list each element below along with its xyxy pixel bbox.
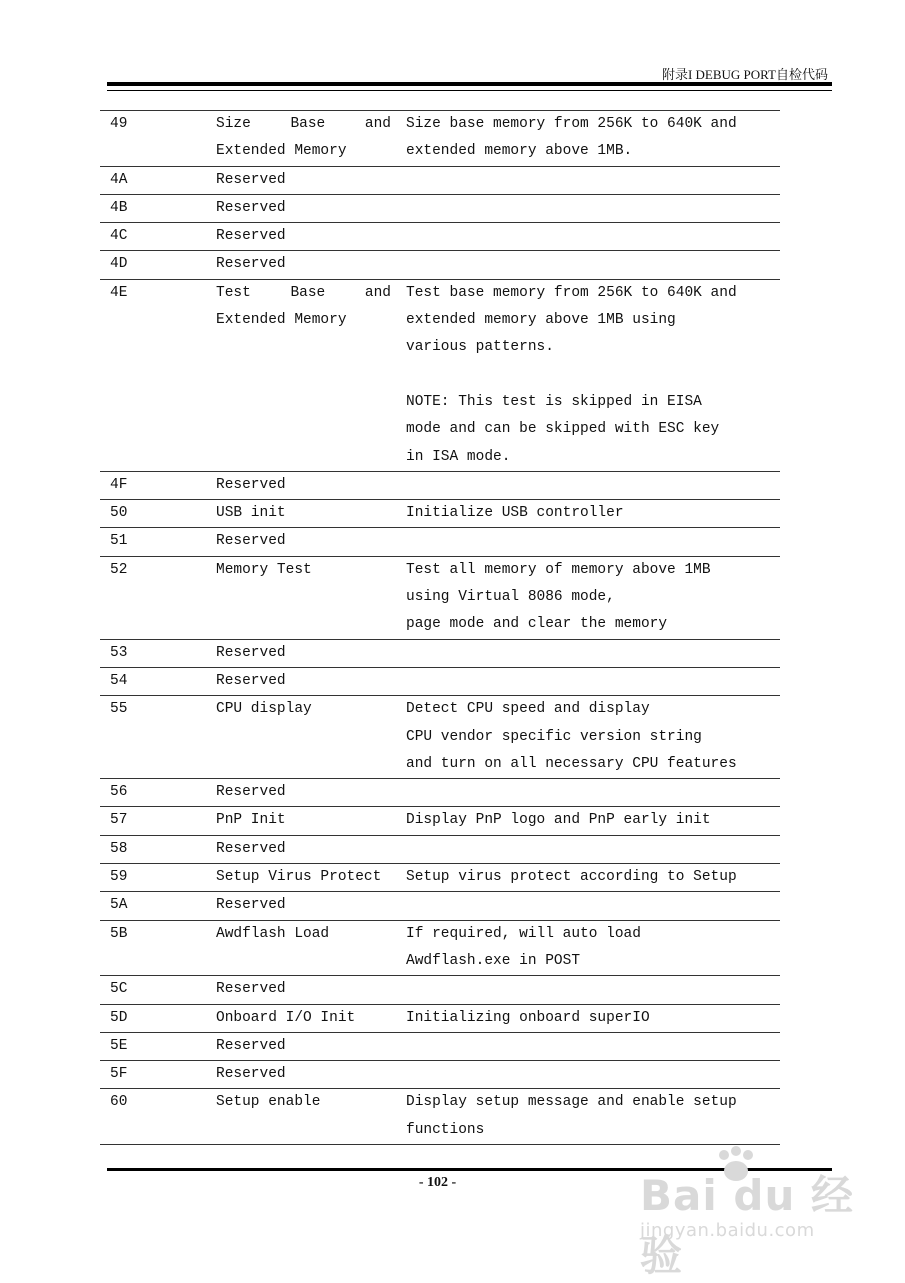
- post-item-name: Reserved: [216, 1037, 286, 1054]
- post-code: 5C: [110, 981, 128, 998]
- table-row: [100, 976, 780, 1004]
- post-code: 5E: [110, 1037, 128, 1054]
- post-item-name: Reserved: [216, 784, 286, 801]
- post-item-name: Reserved: [216, 644, 286, 661]
- debug-code-table: [100, 110, 780, 1145]
- post-item-name: Test Base and Extended Memory: [216, 284, 391, 329]
- post-code: 5A: [110, 897, 128, 914]
- watermark-url: jingyan.baidu.com: [640, 1220, 815, 1241]
- table-row: [100, 223, 780, 251]
- table-row: [100, 864, 780, 892]
- post-code: 49: [110, 116, 128, 132]
- post-description: [406, 1061, 780, 1088]
- post-item-name: Reserved: [216, 171, 286, 188]
- post-description: [406, 892, 780, 919]
- post-item-name: Reserved: [216, 1066, 286, 1083]
- baidu-watermark: [640, 1145, 860, 1280]
- post-item-name: Onboard I/O Init: [216, 1009, 356, 1026]
- table-row: [100, 251, 780, 279]
- header-rule-thick: [107, 82, 832, 86]
- post-item-name: Reserved: [216, 672, 286, 689]
- post-code: 4B: [110, 199, 128, 216]
- post-item-name: PnP Init: [216, 812, 286, 829]
- post-code: 5D: [110, 1009, 128, 1026]
- table-row: [100, 1061, 780, 1089]
- table-row: [100, 557, 780, 640]
- post-code: 4C: [110, 228, 128, 245]
- post-description: Test base memory from 256K to 640K and extended memory above 1MB using various patterns. NOTE: This test is skipped in EISA mode and can be skipped with ESC key in ISA mode.: [406, 284, 737, 465]
- post-description: [406, 167, 780, 194]
- post-code: 4A: [110, 171, 128, 188]
- post-item-name: CPU display: [216, 701, 312, 718]
- post-item-name: Reserved: [216, 228, 286, 245]
- table-row: [100, 779, 780, 807]
- post-item-name: Reserved: [216, 199, 286, 216]
- post-description: If required, will auto load Awdflash.exe in POST: [406, 925, 641, 969]
- post-item-name: Memory Test: [216, 561, 312, 578]
- post-description: Display setup message and enable setup functions: [406, 1094, 737, 1138]
- post-code: 51: [110, 533, 128, 550]
- post-description: [406, 528, 780, 555]
- post-description: Setup virus protect according to Setup: [406, 869, 737, 886]
- post-item-name: Reserved: [216, 476, 286, 493]
- page-number: - 102 -: [418, 1175, 457, 1190]
- post-code: 4F: [110, 476, 128, 493]
- post-code: 54: [110, 672, 128, 689]
- table-row: [100, 892, 780, 920]
- post-item-name: Reserved: [216, 840, 286, 857]
- post-code: 56: [110, 784, 128, 801]
- post-item-name: Reserved: [216, 897, 286, 914]
- post-item-name: Setup Virus Protect: [216, 869, 382, 886]
- post-description: [406, 779, 780, 806]
- table-row: [100, 921, 780, 977]
- post-code: 59: [110, 869, 128, 886]
- table-row: [100, 500, 780, 528]
- post-description: Detect CPU speed and display CPU vendor specific version string and turn on all necessary CPU features: [406, 701, 737, 772]
- table-row: [100, 472, 780, 500]
- post-item-name: Reserved: [216, 981, 286, 998]
- post-description: [406, 195, 780, 222]
- post-description: Initializing onboard superIO: [406, 1009, 650, 1026]
- post-description: [406, 472, 780, 499]
- post-code: 55: [110, 701, 128, 718]
- post-description: [406, 223, 780, 250]
- post-item-name: USB init: [216, 505, 286, 522]
- table-row: [100, 836, 780, 864]
- post-description: [406, 836, 780, 863]
- table-row: [100, 280, 780, 472]
- post-code: 5F: [110, 1066, 128, 1083]
- table-row: [100, 1005, 780, 1033]
- table-row: [100, 528, 780, 556]
- post-description: [406, 976, 780, 1003]
- post-item-name: Awdflash Load: [216, 925, 330, 942]
- table-row: [100, 696, 780, 779]
- post-code: 4D: [110, 256, 128, 273]
- table-row: [100, 195, 780, 223]
- post-item-name: Reserved: [216, 533, 286, 550]
- header-rule-thin: [107, 90, 832, 91]
- post-code: 5B: [110, 925, 128, 942]
- post-code: 60: [110, 1094, 128, 1111]
- post-code: 4E: [110, 284, 128, 301]
- post-description: [406, 1033, 780, 1060]
- post-code: 53: [110, 644, 128, 661]
- post-description: [406, 668, 780, 695]
- post-item-name: Reserved: [216, 256, 286, 273]
- running-header: 附录I DEBUG PORT自检代码: [661, 67, 828, 82]
- table-row: [100, 807, 780, 835]
- watermark-logo: Bai du 经验: [640, 1171, 854, 1280]
- post-description: [406, 251, 780, 278]
- post-item-name: Setup enable: [216, 1094, 321, 1111]
- post-code: 50: [110, 505, 128, 522]
- table-row: [100, 1089, 780, 1145]
- post-description: Display PnP logo and PnP early init: [406, 812, 711, 829]
- table-row: [100, 1033, 780, 1061]
- post-description: [406, 640, 780, 667]
- table-row: [100, 640, 780, 668]
- post-item-name: Size Base and Extended Memory: [216, 116, 391, 160]
- table-row: [100, 111, 780, 167]
- post-description: Size base memory from 256K to 640K and extended memory above 1MB.: [406, 116, 737, 160]
- table-row: [100, 167, 780, 195]
- post-code: 57: [110, 812, 128, 829]
- post-code: 52: [110, 561, 128, 578]
- table-row: [100, 668, 780, 696]
- post-description: Initialize USB controller: [406, 505, 624, 522]
- post-code: 58: [110, 840, 128, 857]
- post-description: Test all memory of memory above 1MB using Virtual 8086 mode, page mode and clear the memory: [406, 561, 711, 633]
